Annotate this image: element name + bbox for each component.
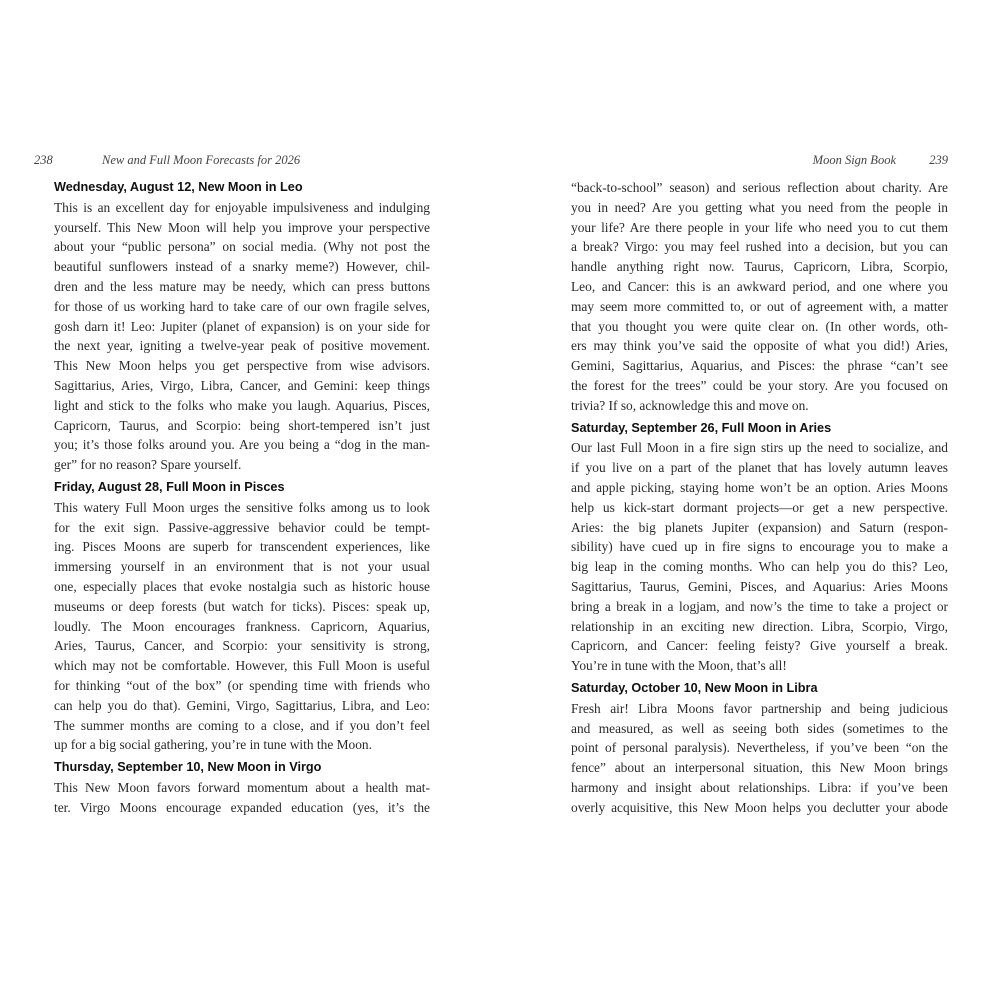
text-line: yourself. This New Moon will help you improve your perspective [54,219,430,235]
text-line: can help you do that). Gemini, Virgo, Sagittarius, Libra, and Leo: [54,697,430,713]
entry-heading: Saturday, October 10, New Moon in Libra [571,680,818,695]
text-line: beautiful sunflowers instead of a snarky meme?) However, chil- [54,259,430,275]
text-line: for the exit sign. Passive-aggressive behavior could be tempt- [54,519,430,535]
text-line: You’re in tune with the Moon, that’s all! [571,658,787,674]
left-page-body [54,178,430,818]
text-line: point of personal paralysis). Nevertheless, if you’ve been “on the [571,740,948,756]
entry-heading: Friday, August 28, Full Moon in Pisces [54,479,285,494]
continued-paragraph [571,178,948,416]
text-line: a break? Virgo: you may feel rushed into a decision, but you can [571,239,948,255]
entry-paragraph [54,498,430,755]
text-line: the next year, igniting a twelve-year peak of positive movement. [54,338,430,354]
text-line: Aries, Taurus, Cancer, and Scorpio: your sensitivity is strong, [54,638,430,654]
text-line: and apple picking, staying home won’t be an option. Aries Moons [571,479,948,495]
text-line: help us kick-start dormant projects—or get a new perspective. [571,499,948,515]
text-line: handle anything right now. Taurus, Capricorn, Libra, Scorpio, [571,259,948,275]
text-line: Sagittarius, Taurus, Gemini, Pisces, and Aquarius: Aries Moons [571,578,948,594]
text-line: harmony and insight about relationships. Libra: if you’ve been [571,779,948,795]
text-line: ers may think you’ve said the opposite of what you did!) Aries, [571,338,948,354]
text-line: Aries: the big planets Jupiter (expansion) and Saturn (respon- [571,519,948,535]
left-running-title: New and Full Moon Forecasts for 2026 [102,153,301,167]
text-line: Gemini, Sagittarius, Aquarius, and Pisces: the phrase “can’t see [571,358,948,374]
entry-heading: Saturday, September 26, Full Moon in Aries [571,420,832,435]
text-line: dren and the less mature may be needy, which can press buttons [54,278,430,294]
entry-paragraph [54,198,430,475]
text-line: fence” about an interpersonal situation, this New Moon brings [571,760,948,776]
text-line: the forest for the trees” could be your story. Are you focused on [571,377,948,393]
forecast-entry [54,478,430,755]
right-running-title: Moon Sign Book [812,153,896,167]
text-line: bring a break in a logjam, and now’s the time to take a project or [571,598,948,614]
text-line: may seem more committed to, or out of agreement with, a matter [571,298,948,314]
entry-paragraph [571,438,948,676]
text-line: gosh darn it! Leo: Jupiter (planet of expansion) is on your side for [54,318,430,334]
text-line: Sagittarius, Aries, Virgo, Libra, Cancer, and Gemini: keep things [54,377,430,393]
text-line: The summer months are coming to a close, and if you don’t feel [54,717,430,733]
text-line: This New Moon helps you get perspective from wise advisors. [54,358,430,374]
text-line: your life? Are there people in your life who need you to cut them [571,219,948,235]
entry-paragraph [571,699,948,818]
text-line: for thinking “out of the box” (or spending time with friends who [54,677,430,693]
text-line: you in need? Are you getting what you need from the people in [571,199,948,215]
text-line: Capricorn, and Cancer: feeling feisty? Give yourself a break. [571,638,948,654]
text-line: Our last Full Moon in a fire sign stirs up the need to socialize, and [571,440,948,456]
text-line: loudly. The Moon encourages frankness. Capricorn, Aquarius, [54,618,430,634]
forecast-entry [54,758,430,817]
text-line: trivia? If so, acknowledge this and move on. [571,397,809,413]
left-page-number: 238 [34,153,53,167]
forecast-entry [571,679,948,818]
text-line: museums or deep forests (but watch for ticks). Pisces: speak up, [54,598,430,614]
text-line: Fresh air! Libra Moons favor partnership and being judicious [571,700,948,716]
text-line: big leap in the coming months. Who can help you do this? Leo, [571,559,948,575]
text-line: for those of us working hard to take care of our own fragile selves, [54,298,430,314]
right-running-head [571,150,948,172]
text-line: This is an excellent day for enjoyable impulsiveness and indulging [54,199,430,215]
text-line: up for a big social gathering, you’re in tune with the Moon. [54,737,372,753]
entry-heading: Wednesday, August 12, New Moon in Leo [54,180,303,194]
text-line: ter. Virgo Moons encourage expanded education (yes, it’s the [54,799,430,815]
text-line: Leo, and Cancer: this is an awkward period, and one where you [571,278,948,294]
entry-heading: Thursday, September 10, New Moon in Virgo [54,760,322,775]
forecast-entry [571,419,948,676]
text-line: you; it’s those folks around you. Are you being a “dog in the man- [54,437,430,453]
forecast-entry [54,178,430,475]
text-line: overly acquisitive, this New Moon helps you declutter your abode [571,799,948,815]
text-line: if you live on a part of the planet that has lovely autumn leaves [571,460,948,476]
text-line: This New Moon favors forward momentum about a health mat- [54,779,430,795]
left-running-head [34,150,430,172]
text-line: “back-to-school” season) and serious reflection about charity. Are [571,180,948,195]
text-line: sibility) have cued up in fire signs to encourage you to make a [571,539,948,555]
right-page-body [571,178,948,818]
text-line: This watery Full Moon urges the sensitive folks among us to look [54,499,430,515]
right-page-number: 239 [929,153,948,167]
text-line: relationship in an exciting new direction. Libra, Scorpio, Virgo, [571,618,948,634]
text-line: ing. Pisces Moons are superb for transcendent experiences, like [54,539,430,555]
text-line: which may not be comfortable. However, this Full Moon is useful [54,658,430,674]
text-line: and measured, as well as seeing both sides (sometimes to the [571,720,948,736]
text-line: one, especially places that evoke nostalgia such as historic house [54,578,430,594]
text-line: light and stick to the folks who make you laugh. Aquarius, Pisces, [54,397,430,413]
text-line: ger” for no reason? Spare yourself. [54,457,242,473]
text-line: immersing yourself in an environment that is not your usual [54,559,430,575]
text-line: Capricorn, Taurus, and Scorpio: being short-tempered isn’t just [54,417,430,433]
entry-paragraph [54,778,430,818]
text-line: about your “public persona” on social media. (Why not post the [54,239,430,255]
text-line: that you thought you were quite clear on. (In other words, oth- [571,318,948,334]
